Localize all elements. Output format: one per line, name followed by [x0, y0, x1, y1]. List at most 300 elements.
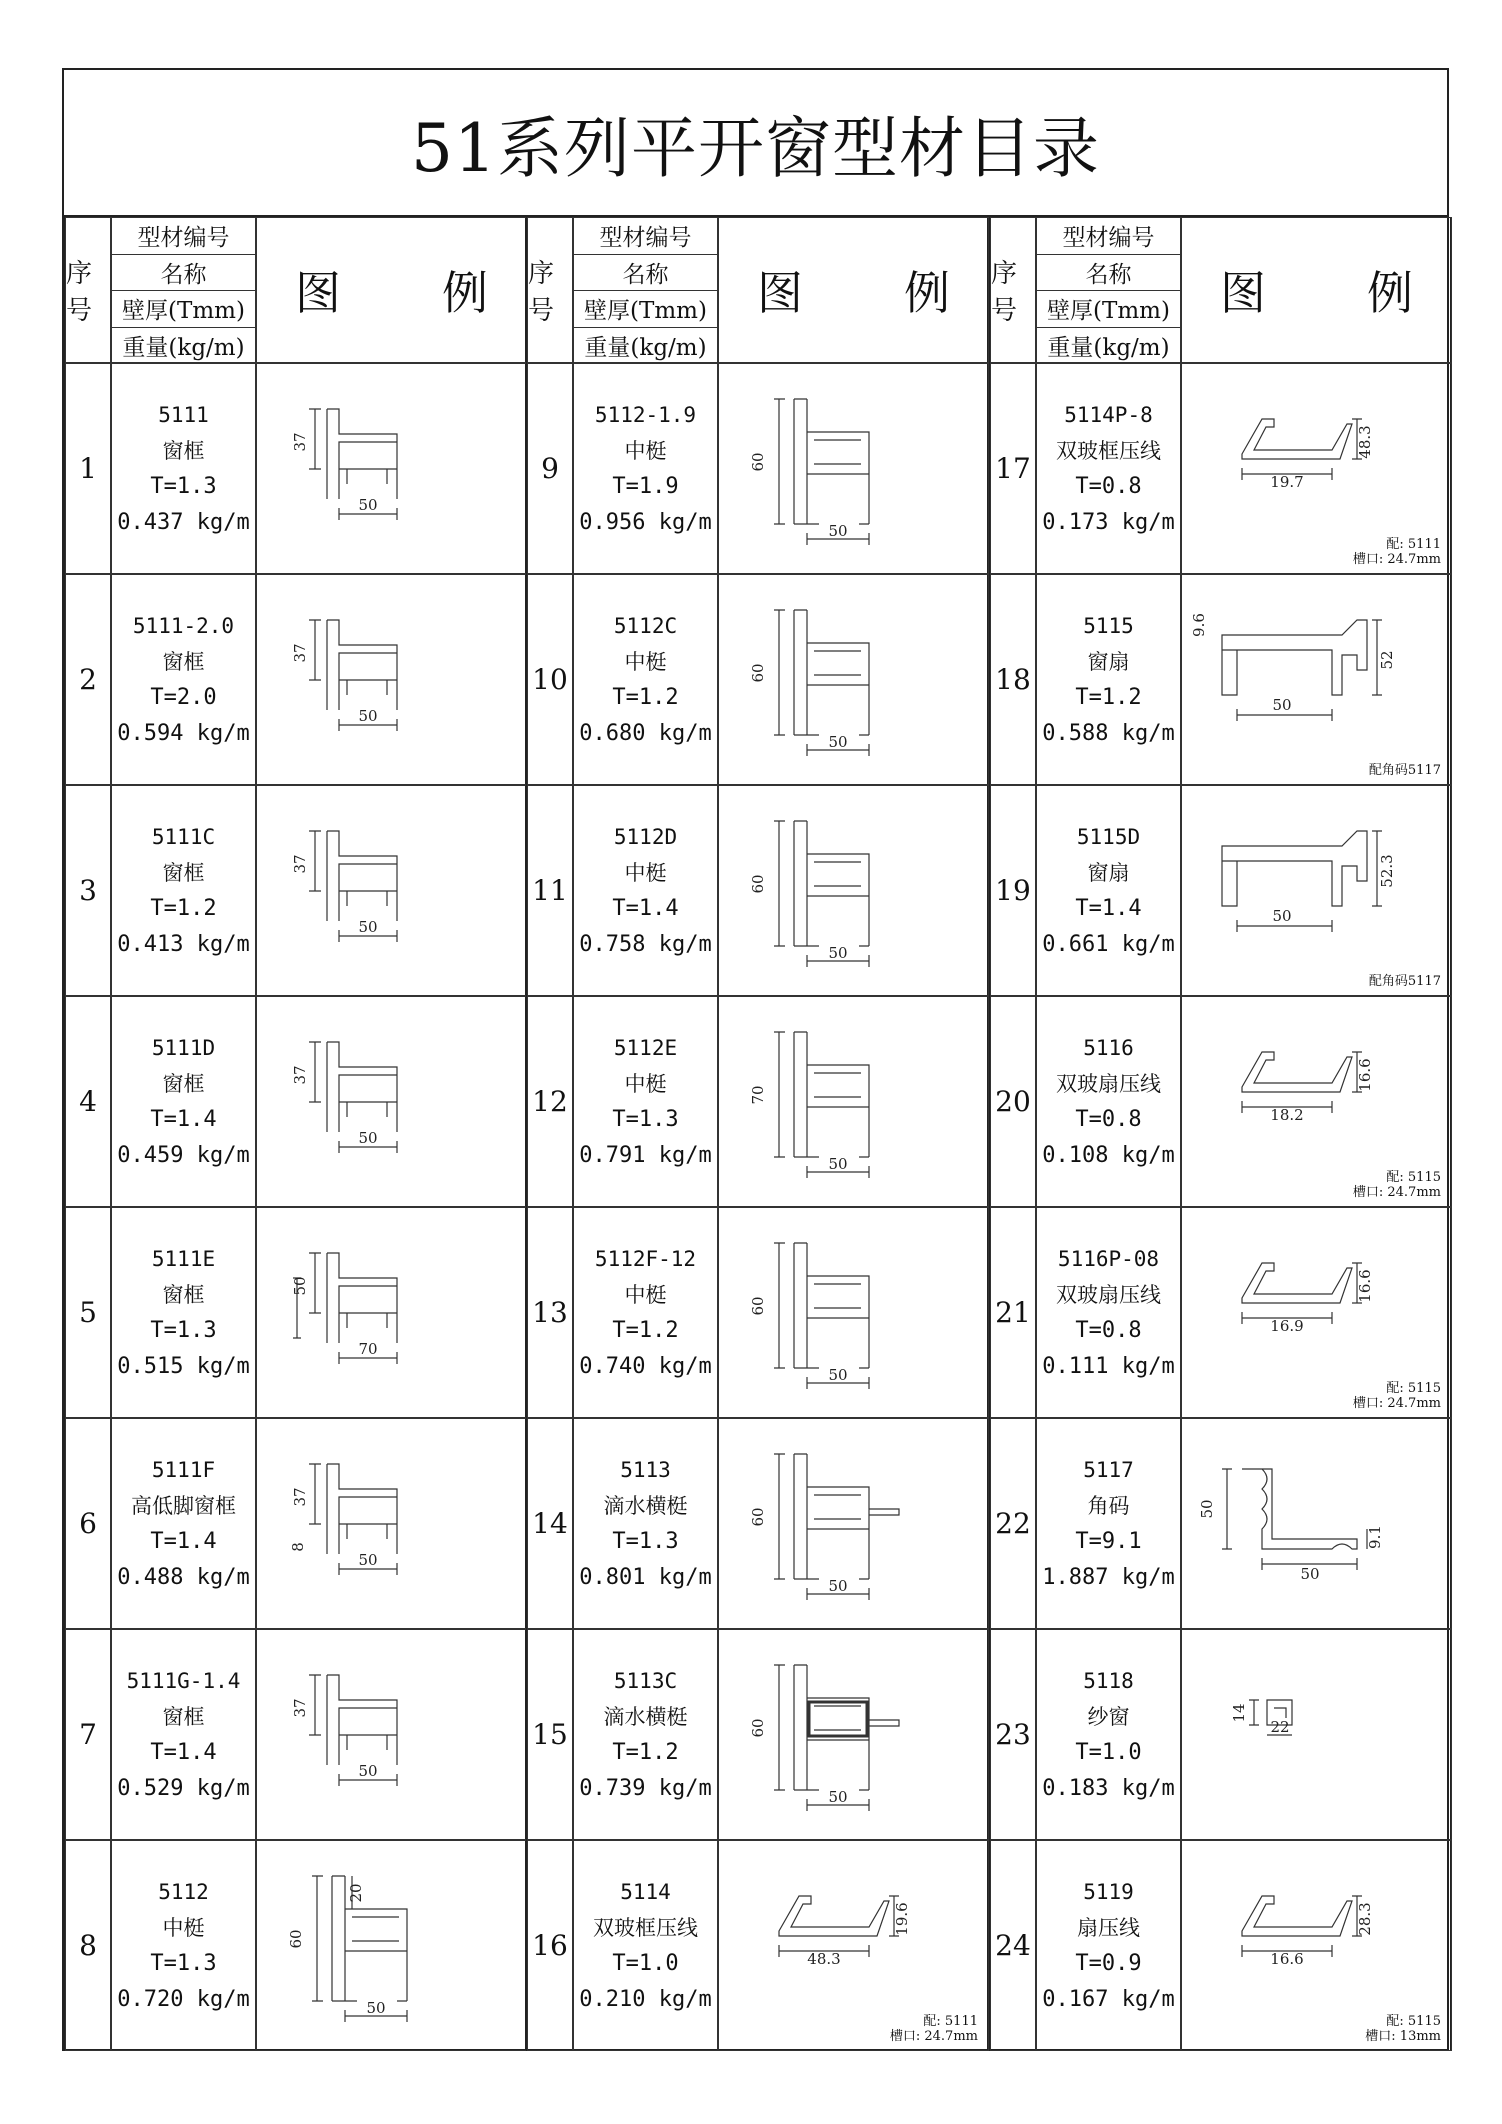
profile-figure — [719, 1630, 988, 1839]
profile-drawing — [779, 1896, 899, 1957]
row-info — [111, 1418, 256, 1629]
profile-code: 5111E — [151, 1246, 216, 1271]
profile-figure — [257, 786, 526, 995]
wall-thickness: T=0.8 — [1075, 1317, 1142, 1343]
row-info — [573, 785, 718, 996]
wall-thickness: T=1.3 — [612, 1528, 679, 1554]
row-seq: 10 — [527, 574, 573, 785]
row-figure — [256, 363, 527, 574]
row-info — [111, 785, 256, 996]
profile-name: 角码 — [1087, 1493, 1130, 1518]
dimension-label: 50 — [358, 1129, 378, 1147]
profile-name: 窗框 — [162, 1071, 205, 1096]
profile-name: 窗框 — [162, 860, 205, 885]
profile-code: 5112D — [613, 824, 678, 849]
row-seq: 7 — [65, 1629, 111, 1840]
row-figure — [718, 996, 989, 1207]
unit-weight: 0.183 kg/m — [1042, 1775, 1175, 1801]
figure-note — [1369, 974, 1441, 989]
dimension-label: 50 — [291, 1276, 309, 1296]
profile-code: 5115 — [1083, 613, 1134, 638]
row-seq: 6 — [65, 1418, 111, 1629]
unit-weight: 0.167 kg/m — [1042, 1986, 1175, 2012]
dimension-label: 37 — [291, 854, 309, 874]
profile-code: 5114P-8 — [1064, 402, 1153, 427]
note-line: 配角码5117 — [1368, 974, 1441, 989]
profile-code: 5112E — [613, 1035, 678, 1060]
profile-drawing — [293, 1253, 397, 1364]
dimension-label: 50 — [828, 1577, 848, 1595]
profile-name: 中梃 — [624, 649, 667, 674]
profile-figure — [719, 1208, 988, 1417]
unit-weight: 0.661 kg/m — [1042, 931, 1175, 957]
note-line: 配: 5115 — [1386, 2014, 1441, 2029]
row-info — [1036, 996, 1181, 1207]
wall-thickness: T=0.8 — [1075, 473, 1142, 499]
profile-figure — [257, 997, 526, 1206]
unit-weight: 0.437 kg/m — [117, 509, 250, 535]
dimension-label: 19.6 — [893, 1902, 911, 1936]
unit-weight: 0.956 kg/m — [579, 509, 712, 535]
header-code: 型材编号 — [112, 218, 255, 255]
row-figure — [256, 785, 527, 996]
profile-drawing — [1222, 620, 1382, 721]
row-seq: 14 — [527, 1418, 573, 1629]
unit-weight: 0.173 kg/m — [1042, 509, 1175, 535]
dimension-label: 28.3 — [1356, 1902, 1374, 1936]
row-figure — [1181, 1418, 1452, 1629]
header-fig-right: 例 — [1367, 266, 1413, 320]
row-info — [1036, 1840, 1181, 2051]
unit-weight: 0.210 kg/m — [579, 1986, 712, 2012]
dimension-label: 20 — [347, 1883, 365, 1903]
row-seq: 1 — [65, 363, 111, 574]
row-seq: 16 — [527, 1840, 573, 2051]
profile-name: 窗扇 — [1087, 649, 1130, 674]
dimension-label: 70 — [749, 1085, 767, 1105]
row-info — [1036, 1418, 1181, 1629]
header-fig-right: 例 — [904, 266, 950, 320]
row-figure — [718, 785, 989, 996]
profile-drawing — [1222, 1469, 1367, 1570]
profile-code: 5112 — [158, 1879, 209, 1904]
profile-figure — [1182, 1630, 1451, 1839]
note-line: 槽口: 13mm — [1365, 2029, 1441, 2044]
dimension-label: 60 — [749, 1296, 767, 1316]
dimension-label: 52 — [1378, 650, 1396, 670]
row-seq: 12 — [527, 996, 573, 1207]
dimension-label: 50 — [1198, 1499, 1216, 1519]
figure-note — [1369, 763, 1441, 778]
header-seq: 序号 — [527, 217, 573, 363]
profile-code: 5113C — [613, 1668, 678, 1693]
row-info — [573, 1840, 718, 2051]
wall-thickness: T=1.9 — [612, 473, 679, 499]
profile-figure — [719, 1419, 988, 1628]
row-figure — [1181, 785, 1452, 996]
wall-thickness: T=1.2 — [612, 1317, 679, 1343]
figure-note — [1353, 1170, 1441, 1200]
header-figure — [718, 217, 989, 363]
row-figure — [256, 1418, 527, 1629]
wall-thickness: T=1.2 — [150, 895, 217, 921]
dimension-label: 50 — [1300, 1565, 1320, 1583]
row-info — [1036, 785, 1181, 996]
row-seq: 4 — [65, 996, 111, 1207]
profile-code: 5111F — [151, 1457, 216, 1482]
unit-weight: 0.720 kg/m — [117, 1986, 250, 2012]
dimension-label: 9.6 — [1190, 613, 1208, 637]
dimension-label: 50 — [366, 1999, 386, 2017]
wall-thickness: T=0.9 — [1075, 1950, 1142, 1976]
profile-code: 5119 — [1083, 1879, 1134, 1904]
row-info — [1036, 574, 1181, 785]
row-figure — [256, 1207, 527, 1418]
header-code: 型材编号 — [1037, 218, 1180, 255]
profile-drawing — [774, 1243, 869, 1389]
column-2 — [526, 217, 988, 2051]
dimension-label: 50 — [828, 944, 848, 962]
row-figure — [256, 1629, 527, 1840]
row-figure — [1181, 1629, 1452, 1840]
row-info — [573, 996, 718, 1207]
row-info — [111, 363, 256, 574]
profile-name: 双玻框压线 — [593, 1915, 698, 1940]
dimension-label: 50 — [1272, 696, 1292, 714]
header-fig-left: 图 — [757, 266, 803, 320]
dimension-label: 50 — [358, 918, 378, 936]
profile-name: 双玻框压线 — [1056, 438, 1161, 463]
profile-figure — [719, 786, 988, 995]
header-fig-left: 图 — [1220, 266, 1266, 320]
dimension-label: 50 — [358, 1762, 378, 1780]
row-figure — [718, 1207, 989, 1418]
wall-thickness: T=2.0 — [150, 684, 217, 710]
profile-name: 双玻扇压线 — [1056, 1282, 1161, 1307]
profile-figure — [1182, 575, 1451, 784]
profile-code: 5111D — [151, 1035, 216, 1060]
profile-drawing — [1242, 1052, 1362, 1113]
header-name: 名称 — [112, 255, 255, 292]
row-seq: 5 — [65, 1207, 111, 1418]
row-seq: 21 — [990, 1207, 1036, 1418]
row-seq: 11 — [527, 785, 573, 996]
row-info — [573, 1418, 718, 1629]
profile-figure — [257, 575, 526, 784]
note-line: 配: 5111 — [1386, 537, 1441, 552]
profile-name: 纱窗 — [1087, 1704, 1130, 1729]
wall-thickness: T=1.4 — [612, 895, 679, 921]
row-figure — [1181, 1207, 1452, 1418]
wall-thickness: T=0.8 — [1075, 1106, 1142, 1132]
figure-note — [1365, 2014, 1441, 2044]
profile-figure — [719, 364, 988, 573]
unit-weight: 0.740 kg/m — [579, 1353, 712, 1379]
profile-name: 滴水横梃 — [603, 1493, 688, 1518]
header-fig-left: 图 — [295, 266, 341, 320]
profile-code: 5115D — [1076, 824, 1141, 849]
unit-weight: 0.459 kg/m — [117, 1142, 250, 1168]
dimension-label: 60 — [749, 663, 767, 683]
dimension-label: 37 — [291, 432, 309, 452]
unit-weight: 0.680 kg/m — [579, 720, 712, 746]
profile-code: 5111G-1.4 — [126, 1668, 241, 1693]
wall-thickness: T=1.0 — [612, 1950, 679, 1976]
wall-thickness: T=1.2 — [1075, 684, 1142, 710]
header-fig-right: 例 — [442, 266, 488, 320]
row-figure — [718, 574, 989, 785]
dimension-label: 60 — [287, 1929, 305, 1949]
profile-figure — [719, 575, 988, 784]
row-figure — [1181, 574, 1452, 785]
wall-thickness: T=1.3 — [150, 473, 217, 499]
profile-figure — [257, 1630, 526, 1839]
row-info — [111, 996, 256, 1207]
profile-figure — [257, 1208, 526, 1417]
row-seq: 22 — [990, 1418, 1036, 1629]
profile-code: 5112F-12 — [594, 1246, 697, 1271]
row-info — [573, 574, 718, 785]
profile-code: 5111 — [158, 402, 209, 427]
header-seq: 序号 — [65, 217, 111, 363]
profile-name: 中梃 — [624, 860, 667, 885]
profile-name: 中梃 — [162, 1915, 205, 1940]
profile-code: 5118 — [1083, 1668, 1134, 1693]
wall-thickness: T=1.3 — [150, 1317, 217, 1343]
header-name: 名称 — [1037, 255, 1180, 292]
row-figure — [256, 996, 527, 1207]
profile-name: 扇压线 — [1077, 1915, 1140, 1940]
row-seq: 15 — [527, 1629, 573, 1840]
header-info — [573, 217, 718, 363]
row-seq: 17 — [990, 363, 1036, 574]
dimension-label: 37 — [291, 1698, 309, 1718]
profile-code: 5117 — [1083, 1457, 1134, 1482]
row-info — [111, 1207, 256, 1418]
row-seq: 23 — [990, 1629, 1036, 1840]
unit-weight: 0.801 kg/m — [579, 1564, 712, 1590]
figure-note — [1353, 1381, 1441, 1411]
profile-name: 中梃 — [624, 1282, 667, 1307]
row-figure — [718, 1629, 989, 1840]
unit-weight: 0.488 kg/m — [117, 1564, 250, 1590]
unit-weight: 0.413 kg/m — [117, 931, 250, 957]
unit-weight: 1.887 kg/m — [1042, 1564, 1175, 1590]
dimension-label: 50 — [358, 707, 378, 725]
unit-weight: 0.758 kg/m — [579, 931, 712, 957]
profile-code: 5114 — [620, 1879, 671, 1904]
dimension-label: 19.7 — [1270, 473, 1304, 491]
header-seq: 序号 — [990, 217, 1036, 363]
profile-drawing — [309, 1464, 397, 1575]
dimension-label: 60 — [749, 1718, 767, 1738]
header-thickness: 壁厚(Tmm) — [112, 291, 255, 328]
profile-drawing — [1242, 1263, 1362, 1324]
page-title: 51系列平开窗型材目录 — [64, 70, 1447, 217]
dimension-label: 37 — [291, 1065, 309, 1085]
dimension-label: 16.6 — [1356, 1058, 1374, 1092]
unit-weight: 0.739 kg/m — [579, 1775, 712, 1801]
note-line: 配角码5117 — [1368, 763, 1441, 778]
wall-thickness: T=1.4 — [150, 1528, 217, 1554]
profile-name: 高低脚窗框 — [131, 1493, 236, 1518]
dimension-label: 18.2 — [1270, 1106, 1304, 1124]
profile-name: 中梃 — [624, 438, 667, 463]
header-code: 型材编号 — [574, 218, 717, 255]
dimension-label: 50 — [358, 496, 378, 514]
dimension-label: 50 — [828, 1366, 848, 1384]
row-info — [1036, 363, 1181, 574]
unit-weight: 0.111 kg/m — [1042, 1353, 1175, 1379]
row-info — [111, 574, 256, 785]
dimension-label: 50 — [828, 1155, 848, 1173]
note-line: 配: 5111 — [923, 2014, 978, 2029]
row-seq: 9 — [527, 363, 573, 574]
row-info — [1036, 1629, 1181, 1840]
header-weight: 重量(kg/m) — [1047, 335, 1170, 362]
figure-note — [890, 2014, 978, 2044]
dimension-label: 8 — [289, 1542, 307, 1552]
profile-name: 滴水横梃 — [603, 1704, 688, 1729]
row-seq: 18 — [990, 574, 1036, 785]
profile-drawing — [1242, 1896, 1362, 1957]
profile-code: 5113 — [620, 1457, 671, 1482]
row-info — [573, 1207, 718, 1418]
profile-drawing — [774, 399, 869, 545]
note-line: 槽口: 24.7mm — [1352, 552, 1441, 567]
dimension-label: 60 — [749, 874, 767, 894]
unit-weight: 0.791 kg/m — [579, 1142, 712, 1168]
row-seq: 3 — [65, 785, 111, 996]
wall-thickness: T=1.0 — [1075, 1739, 1142, 1765]
dimension-label: 16.9 — [1270, 1317, 1304, 1335]
profile-code: 5112C — [613, 613, 678, 638]
row-figure — [256, 1840, 527, 2051]
row-figure — [718, 1418, 989, 1629]
header-thickness: 壁厚(Tmm) — [1037, 291, 1180, 328]
dimension-label: 60 — [749, 1507, 767, 1527]
row-seq: 2 — [65, 574, 111, 785]
dimension-label: 37 — [291, 1487, 309, 1507]
row-info — [573, 363, 718, 574]
dimension-label: 16.6 — [1270, 1950, 1304, 1968]
dimension-label: 9.1 — [1366, 1525, 1384, 1549]
row-info — [1036, 1207, 1181, 1418]
wall-thickness: T=1.4 — [150, 1739, 217, 1765]
header-thickness: 壁厚(Tmm) — [574, 291, 717, 328]
row-seq: 8 — [65, 1840, 111, 2051]
wall-thickness: T=1.4 — [150, 1106, 217, 1132]
unit-weight: 0.108 kg/m — [1042, 1142, 1175, 1168]
figure-note — [1353, 537, 1441, 567]
wall-thickness: T=1.4 — [1075, 895, 1142, 921]
wall-thickness: T=1.2 — [612, 684, 679, 710]
dimension-label: 50 — [358, 1551, 378, 1569]
unit-weight: 0.588 kg/m — [1042, 720, 1175, 746]
dimension-label: 50 — [828, 1788, 848, 1806]
header-figure — [256, 217, 527, 363]
profile-figure — [719, 997, 988, 1206]
profile-drawing — [1222, 831, 1382, 932]
dimension-label: 50 — [828, 522, 848, 540]
profile-drawing — [309, 1042, 397, 1153]
profile-name: 窗框 — [162, 438, 205, 463]
note-line: 槽口: 24.7mm — [889, 2029, 978, 2044]
profile-drawing — [774, 821, 869, 967]
profile-figure — [257, 1419, 526, 1628]
row-figure — [718, 363, 989, 574]
profile-drawing — [309, 831, 397, 942]
profile-code: 5112-1.9 — [594, 402, 697, 427]
dimension-label: 22 — [1270, 1718, 1290, 1736]
wall-thickness: T=1.3 — [150, 1950, 217, 1976]
wall-thickness: T=1.2 — [612, 1739, 679, 1765]
row-figure — [1181, 363, 1452, 574]
profile-name: 中梃 — [624, 1071, 667, 1096]
row-figure — [718, 1840, 989, 2051]
profile-drawing — [774, 1032, 869, 1178]
row-seq: 24 — [990, 1840, 1036, 2051]
column-1 — [64, 217, 526, 2051]
dimension-label: 50 — [1272, 907, 1292, 925]
profile-name: 窗框 — [162, 1704, 205, 1729]
profile-figure — [1182, 786, 1451, 995]
profile-code: 5116 — [1083, 1035, 1134, 1060]
note-line: 槽口: 24.7mm — [1352, 1396, 1441, 1411]
profile-code: 5111C — [151, 824, 216, 849]
dimension-label: 48.3 — [1356, 425, 1374, 459]
profile-name: 双玻扇压线 — [1056, 1071, 1161, 1096]
wall-thickness: T=1.3 — [612, 1106, 679, 1132]
profile-figure — [257, 364, 526, 573]
unit-weight: 0.594 kg/m — [117, 720, 250, 746]
dimension-label: 60 — [749, 452, 767, 472]
dimension-label: 50 — [828, 733, 848, 751]
profile-code: 5116P-08 — [1057, 1246, 1160, 1271]
note-line: 配: 5115 — [1386, 1381, 1441, 1396]
header-info — [1036, 217, 1181, 363]
catalog-sheet — [62, 68, 1449, 2051]
header-weight: 重量(kg/m) — [122, 335, 245, 362]
profile-name: 窗框 — [162, 649, 205, 674]
row-figure — [1181, 1840, 1452, 2051]
unit-weight: 0.515 kg/m — [117, 1353, 250, 1379]
header-name: 名称 — [574, 255, 717, 292]
profile-drawing — [309, 1675, 397, 1786]
profile-figure — [1182, 1419, 1451, 1628]
dimension-label: 16.6 — [1356, 1269, 1374, 1303]
dimension-label: 37 — [291, 643, 309, 663]
dimension-label: 52.3 — [1378, 854, 1396, 888]
row-info — [111, 1840, 256, 2051]
dimension-label: 14 — [1230, 1703, 1248, 1723]
row-info — [111, 1629, 256, 1840]
profile-name: 窗扇 — [1087, 860, 1130, 885]
wall-thickness: T=9.1 — [1075, 1528, 1142, 1554]
row-seq: 20 — [990, 996, 1036, 1207]
profile-drawing — [1242, 419, 1362, 480]
row-figure — [1181, 996, 1452, 1207]
profile-figure — [257, 1841, 526, 2050]
row-seq: 13 — [527, 1207, 573, 1418]
header-weight: 重量(kg/m) — [584, 335, 707, 362]
profile-code: 5111-2.0 — [132, 613, 235, 638]
unit-weight: 0.529 kg/m — [117, 1775, 250, 1801]
note-line: 槽口: 24.7mm — [1352, 1185, 1441, 1200]
profile-drawing — [774, 610, 869, 756]
row-figure — [256, 574, 527, 785]
header-figure — [1181, 217, 1452, 363]
